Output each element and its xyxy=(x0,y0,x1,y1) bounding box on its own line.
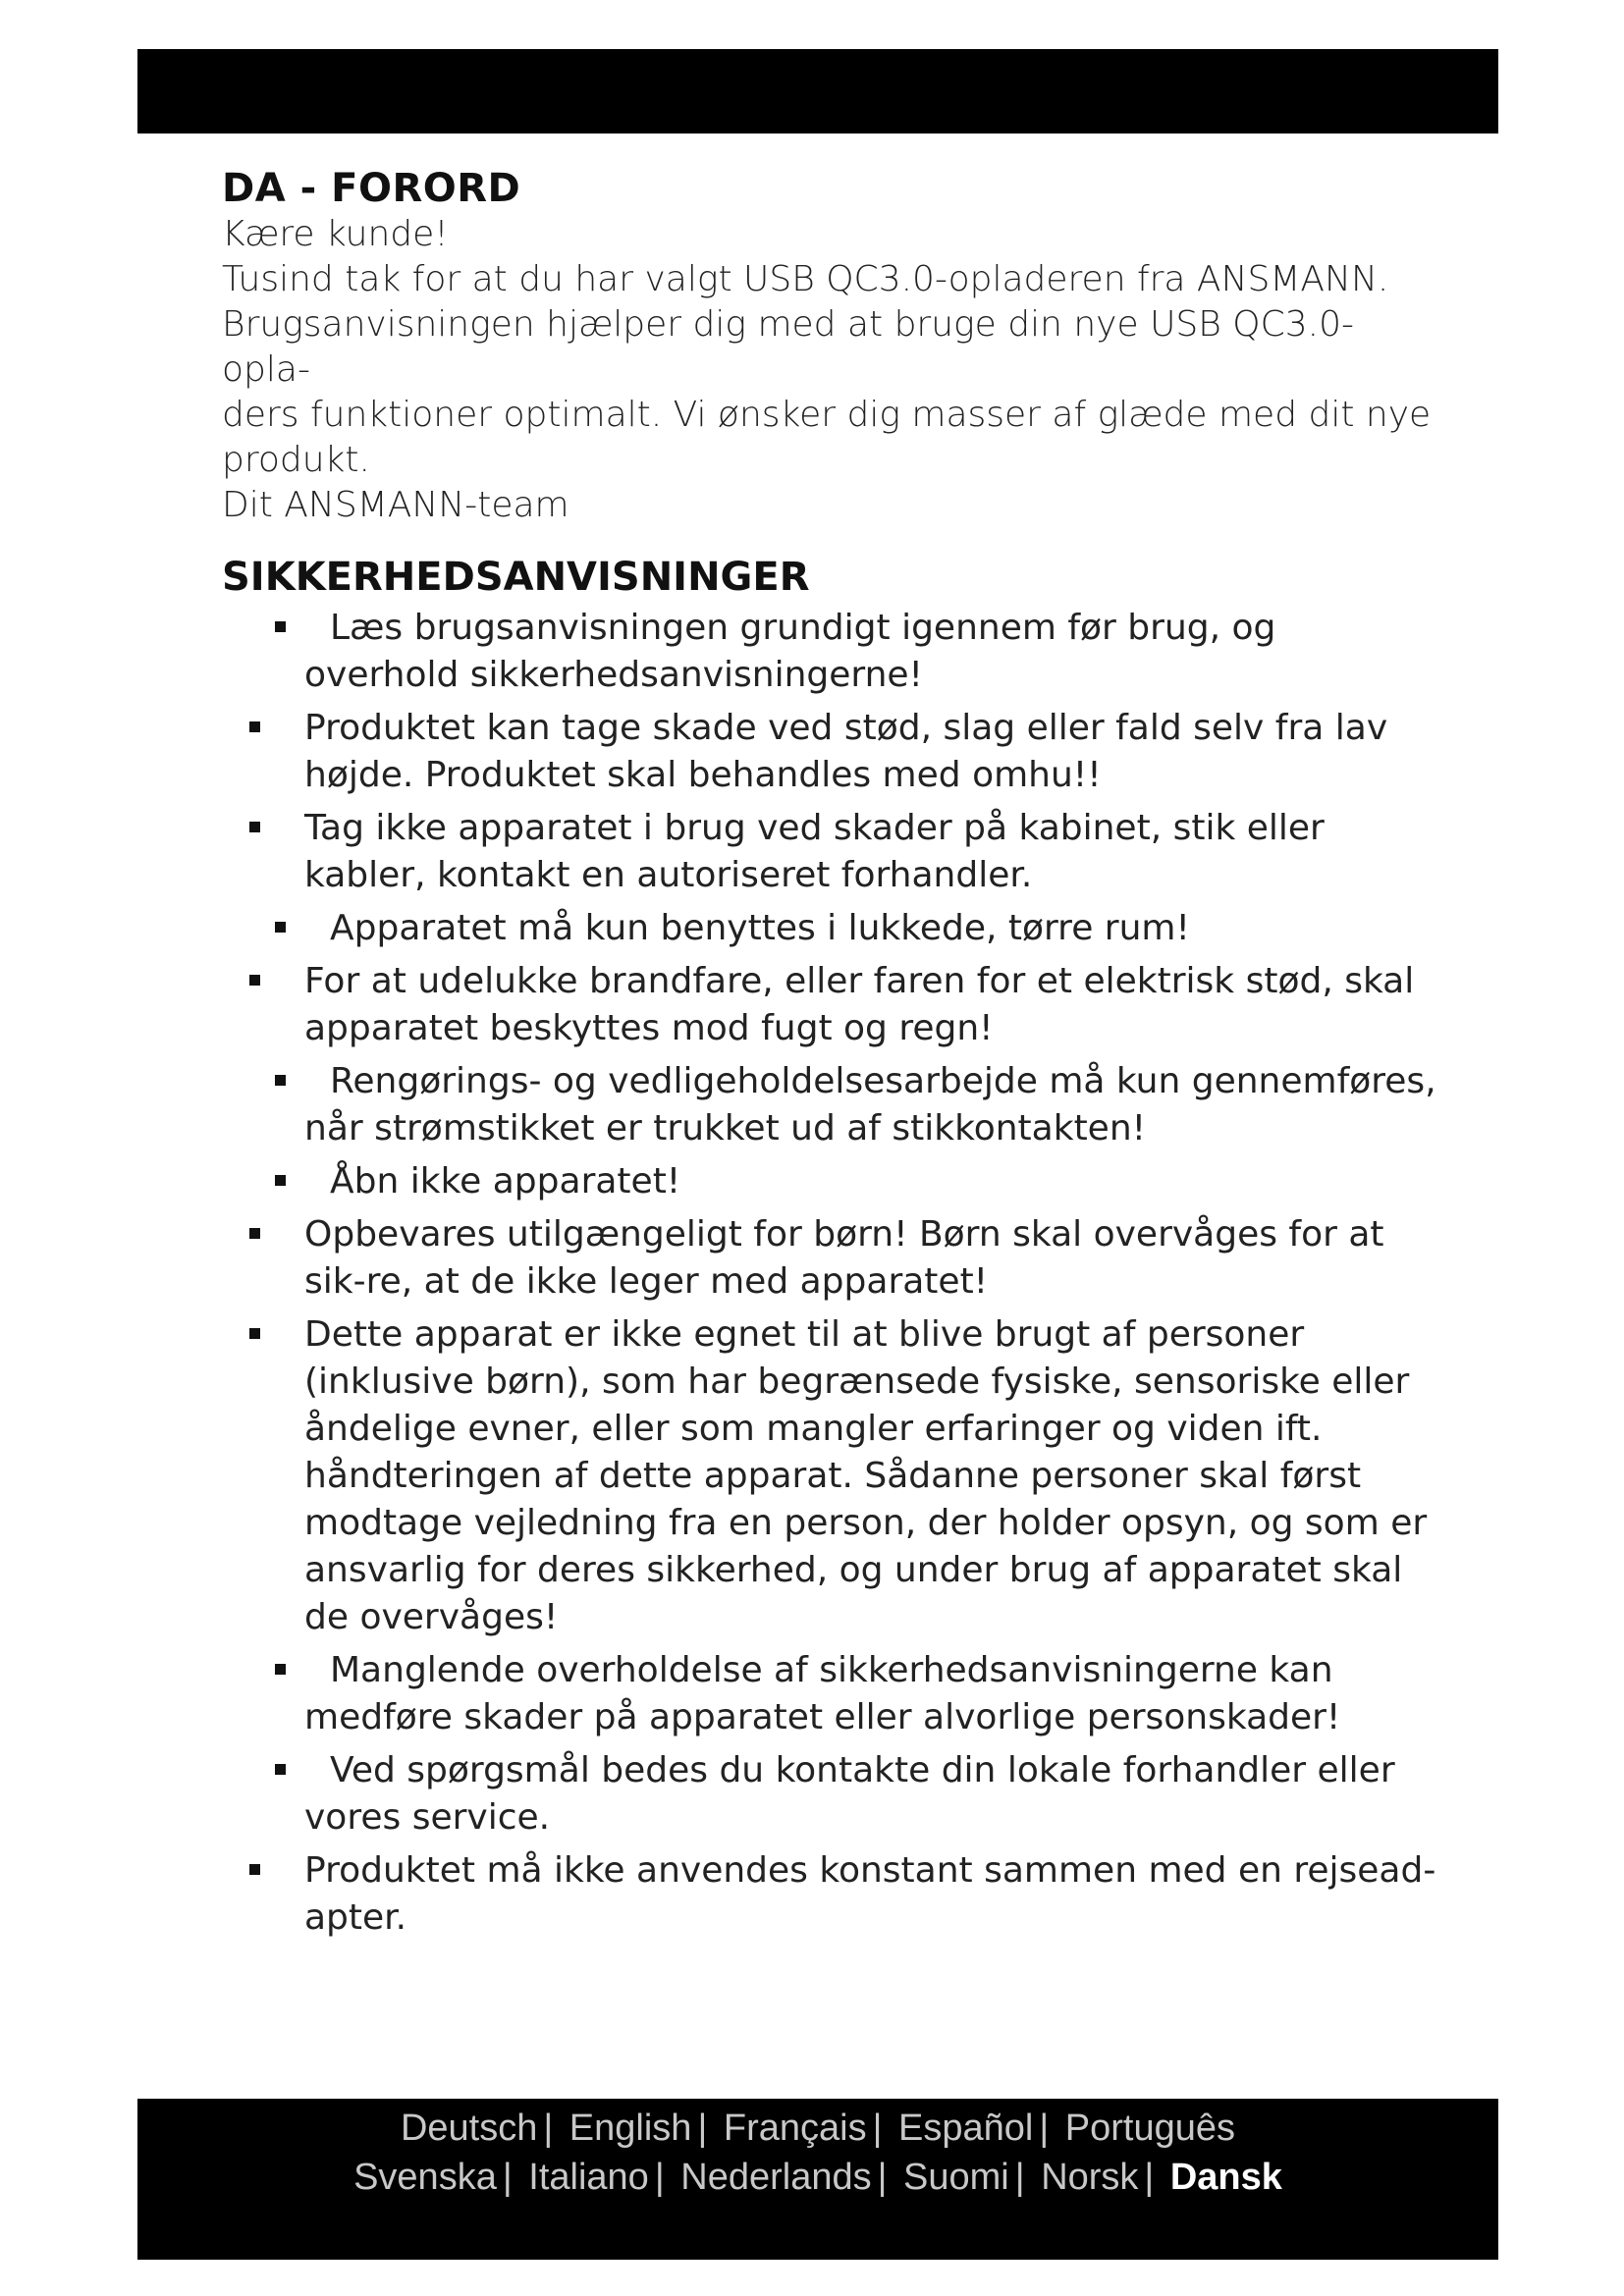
foreword-line: Dit ANSMANN-team xyxy=(222,485,569,525)
language-link-dansk[interactable]: Dansk xyxy=(1169,2157,1282,2198)
language-link-portugues[interactable]: Português xyxy=(1064,2108,1236,2149)
bullet-icon xyxy=(249,975,260,986)
safety-item: Opbevares utilgængeligt for børn! Børn skal overvåges for at sik-re, at de ikke leger med apparatet! xyxy=(222,1211,1439,1306)
safety-item: Produktet må ikke anvendes konstant sammen med en rejsead-apter. xyxy=(222,1847,1439,1942)
bullet-icon xyxy=(275,1764,286,1775)
bullet-icon xyxy=(249,721,260,732)
bullet-icon xyxy=(275,1175,286,1186)
bullet-icon xyxy=(249,822,260,832)
language-link-norsk[interactable]: Norsk xyxy=(1041,2157,1139,2198)
language-link-english[interactable]: English xyxy=(568,2108,692,2149)
language-row: Deutsch | English | Français | Español | Português xyxy=(400,2108,1236,2149)
safety-item: Manglende overholdelse af sikkerhedsanvisningerne kan medføre skader på apparatet eller alvorlige personskader! xyxy=(222,1647,1439,1741)
document-body xyxy=(222,165,1439,1948)
foreword-text xyxy=(222,212,1439,528)
language-link-italiano[interactable]: Italiano xyxy=(528,2157,649,2198)
bullet-icon xyxy=(249,1864,260,1875)
safety-item: For at udelukke brandfare, eller faren for et elektrisk stød, skal apparatet beskyttes mod fugt og regn! xyxy=(222,958,1439,1052)
safety-list xyxy=(222,605,1439,1942)
safety-item: Læs brugsanvisningen grundigt igennem før brug, og overhold sikkerhedsanvisningerne! xyxy=(222,605,1439,699)
language-link-nederlands[interactable]: Nederlands xyxy=(680,2157,872,2198)
safety-item: Tag ikke apparatet i brug ved skader på kabinet, stik eller kabler, kontakt en autoriseret forhandler. xyxy=(222,805,1439,899)
bullet-icon xyxy=(275,1075,286,1086)
safety-item: Produktet kan tage skade ved stød, slag eller fald selv fra lav højde. Produktet skal behandles med omhu!! xyxy=(222,705,1439,799)
language-link-francais[interactable]: Français xyxy=(723,2108,867,2149)
language-link-suomi[interactable]: Suomi xyxy=(903,2157,1009,2198)
bullet-icon xyxy=(249,1328,260,1339)
safety-item: Apparatet må kun benyttes i lukkede, tørre rum! xyxy=(222,905,1439,952)
header-bar xyxy=(137,49,1498,133)
foreword-line: ders funktioner optimalt. Vi ønsker dig masser af glæde med dit nye xyxy=(222,395,1432,435)
foreword-line: produkt. xyxy=(222,440,370,480)
foreword-line: Kære kunde! xyxy=(222,214,449,254)
bullet-icon xyxy=(249,1228,260,1239)
safety-item: Ved spørgsmål bedes du kontakte din lokale forhandler eller vores service. xyxy=(222,1747,1439,1842)
foreword-line: Tusind tak for at du har valgt USB QC3.0-opladeren fra ANSMANN. xyxy=(222,259,1389,299)
language-link-svenska[interactable]: Svenska xyxy=(353,2157,497,2198)
bullet-icon xyxy=(275,922,286,933)
safety-item: Dette apparat er ikke egnet til at blive brugt af personer (inklusive børn), som har begrænsede fysiske, sensoriske eller åndelige evner, eller som mangler erfaringer og viden ift. håndteringen af dette apparat. Sådanne personer skal først modtage vejledning fra en person, der holder opsyn, og som er ansvarlig for deres sikkerhed, og under brug af apparatet skal de overvåges! xyxy=(222,1311,1439,1641)
safety-item: Rengørings- og vedligeholdelsesarbejde må kun gennemføres, når strømstikket er trukket ud af stikkontakten! xyxy=(222,1058,1439,1152)
safety-heading: SIKKERHEDSANVISNINGER xyxy=(222,555,810,600)
bullet-icon xyxy=(275,621,286,632)
language-row: Svenska | Italiano | Nederlands | Suomi | Norsk | Dansk xyxy=(353,2157,1282,2198)
foreword-heading: DA - FORORD xyxy=(222,166,521,211)
safety-item: Åbn ikke apparatet! xyxy=(222,1158,1439,1205)
language-footer xyxy=(137,2099,1498,2260)
bullet-icon xyxy=(275,1664,286,1675)
language-link-espanol[interactable]: Español xyxy=(898,2108,1034,2149)
language-link-deutsch[interactable]: Deutsch xyxy=(400,2108,538,2149)
foreword-line: Brugsanvisningen hjælper dig med at bruge din nye USB QC3.0-opla- xyxy=(222,304,1355,390)
